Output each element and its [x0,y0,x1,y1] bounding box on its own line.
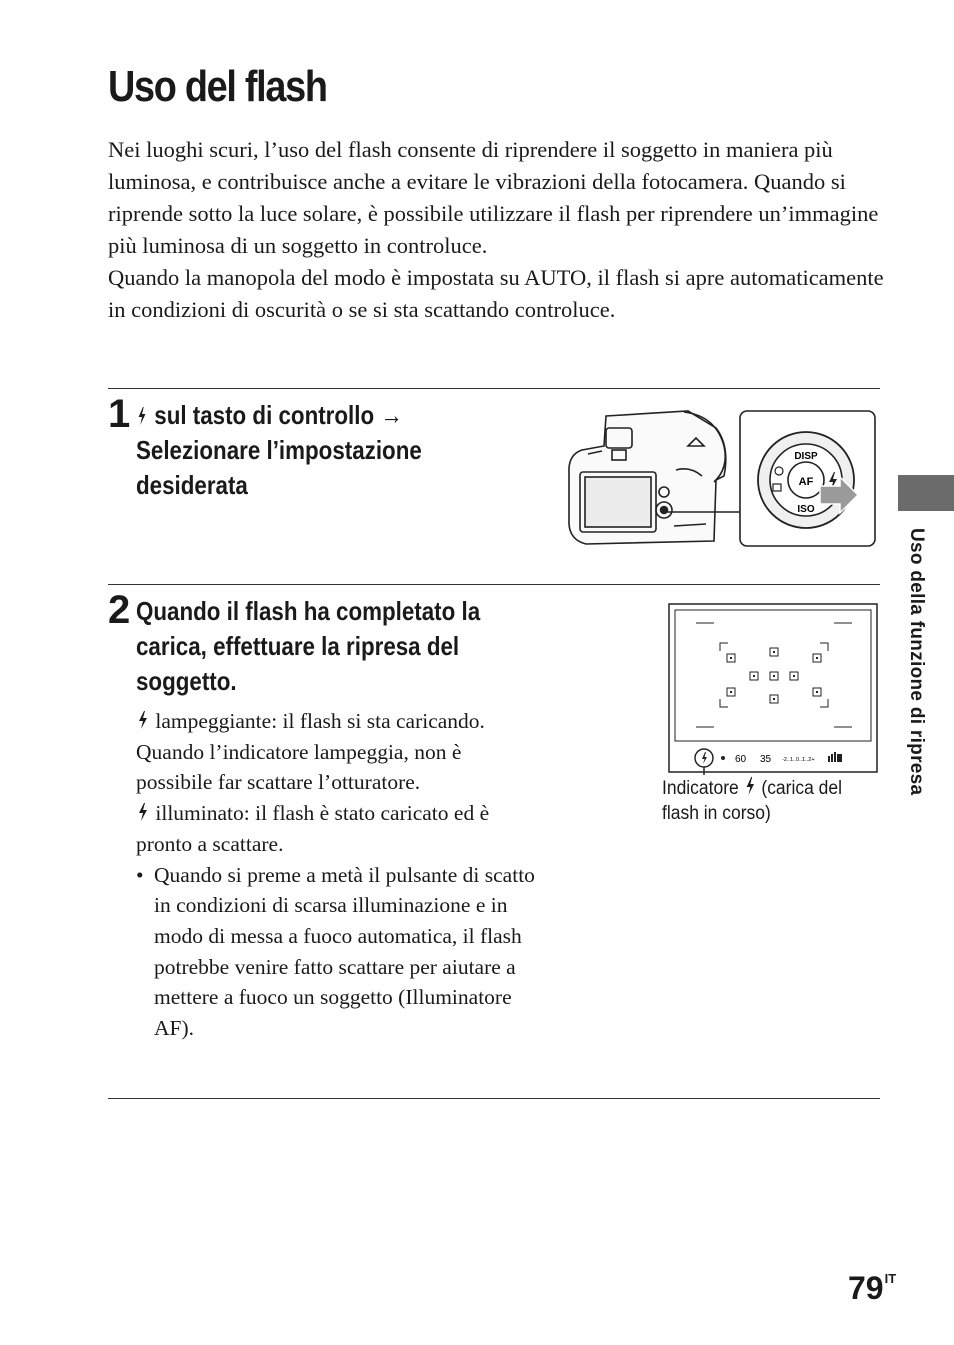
divider-step-1 [108,388,880,389]
blinking-text: lampeggiante: il flash si sta caricando. Quando l’indicatore lampeggia, non è possibile far scattare l’otturatore. [136,709,485,795]
lit-text: illuminato: il flash è stato caricato ed è pronto a scattare. [136,801,490,856]
step-1-line-1: sul tasto di controllo → [148,400,403,430]
step-1-line-3: desiderata [136,470,248,500]
intro-paragraph-2: Quando la manopola del modo è impostata su AUTO, il flash si apre automaticamente in condizioni di oscurità o se si sta scattando controluce. [108,265,884,322]
camera-illustration [566,406,878,550]
caption-text-2: (carica del flash in corso) [662,778,843,824]
page-number-value: 79 [848,1270,884,1306]
dial-label-bottom: ISO [797,504,815,515]
step-2-line-3: soggetto. [136,666,237,696]
step-2-line-2: carica, effettuare la ripresa del [136,631,460,661]
viewfinder-aperture: 35 [760,754,772,765]
step-2-body [136,706,536,1044]
divider-step-2 [108,584,880,585]
step-2-line-1: Quando il flash ha completato la [136,596,481,626]
intro-paragraph-1: Nei luoghi scuri, l’uso del flash consente di riprendere il soggetto in maniera più luminosa, e contribuisce anche a evitare le vibrazioni della fotocamera. Quando si riprende sotto la luce solare, è possibile utilizzare il flash per riprendere un’immagine più luminosa di un soggetto in controluce. [108,137,879,258]
lit-description [136,798,536,859]
step-1-number: 1 [108,392,131,436]
viewfinder-exposure-scale: -2..1..0..1..2+ [782,757,815,763]
step-1-heading [136,398,497,503]
intro-text [108,134,888,326]
af-illuminator-note [136,860,536,1044]
flash-icon [136,802,150,822]
chapter-tab [898,475,954,511]
chapter-label: Uso della funzione di ripresa [906,528,927,796]
blinking-description [136,706,536,798]
flash-icon [136,406,148,426]
dial-label-center: AF [798,476,814,488]
viewfinder-illustration [668,603,880,775]
caption-text-1: Indicatore [662,778,744,799]
page-language: IT [884,1271,897,1286]
viewfinder-shutter: 60 [735,754,747,765]
bullet-text: Quando si preme a metà il pulsante di scatto in condizioni di scarsa illuminazione e in modo di messa a fuoco automatica, il flash potrebbe venire fatto scattare per aiutare a mettere a fuoco un soggetto (Illuminatore AF). [154,862,535,1041]
step-1-line-2: Selezionare l’impostazione [136,435,422,465]
flash-icon [744,776,757,796]
step-2-heading [136,594,497,699]
dial-label-top: DISP [794,451,818,462]
viewfinder-caption [662,776,874,826]
divider-bottom [108,1098,880,1099]
page-number [848,1270,896,1307]
page-title: Uso del flash [108,62,327,111]
step-2-number: 2 [108,588,131,632]
flash-icon [136,710,150,730]
bullet-dot: • [136,862,144,887]
